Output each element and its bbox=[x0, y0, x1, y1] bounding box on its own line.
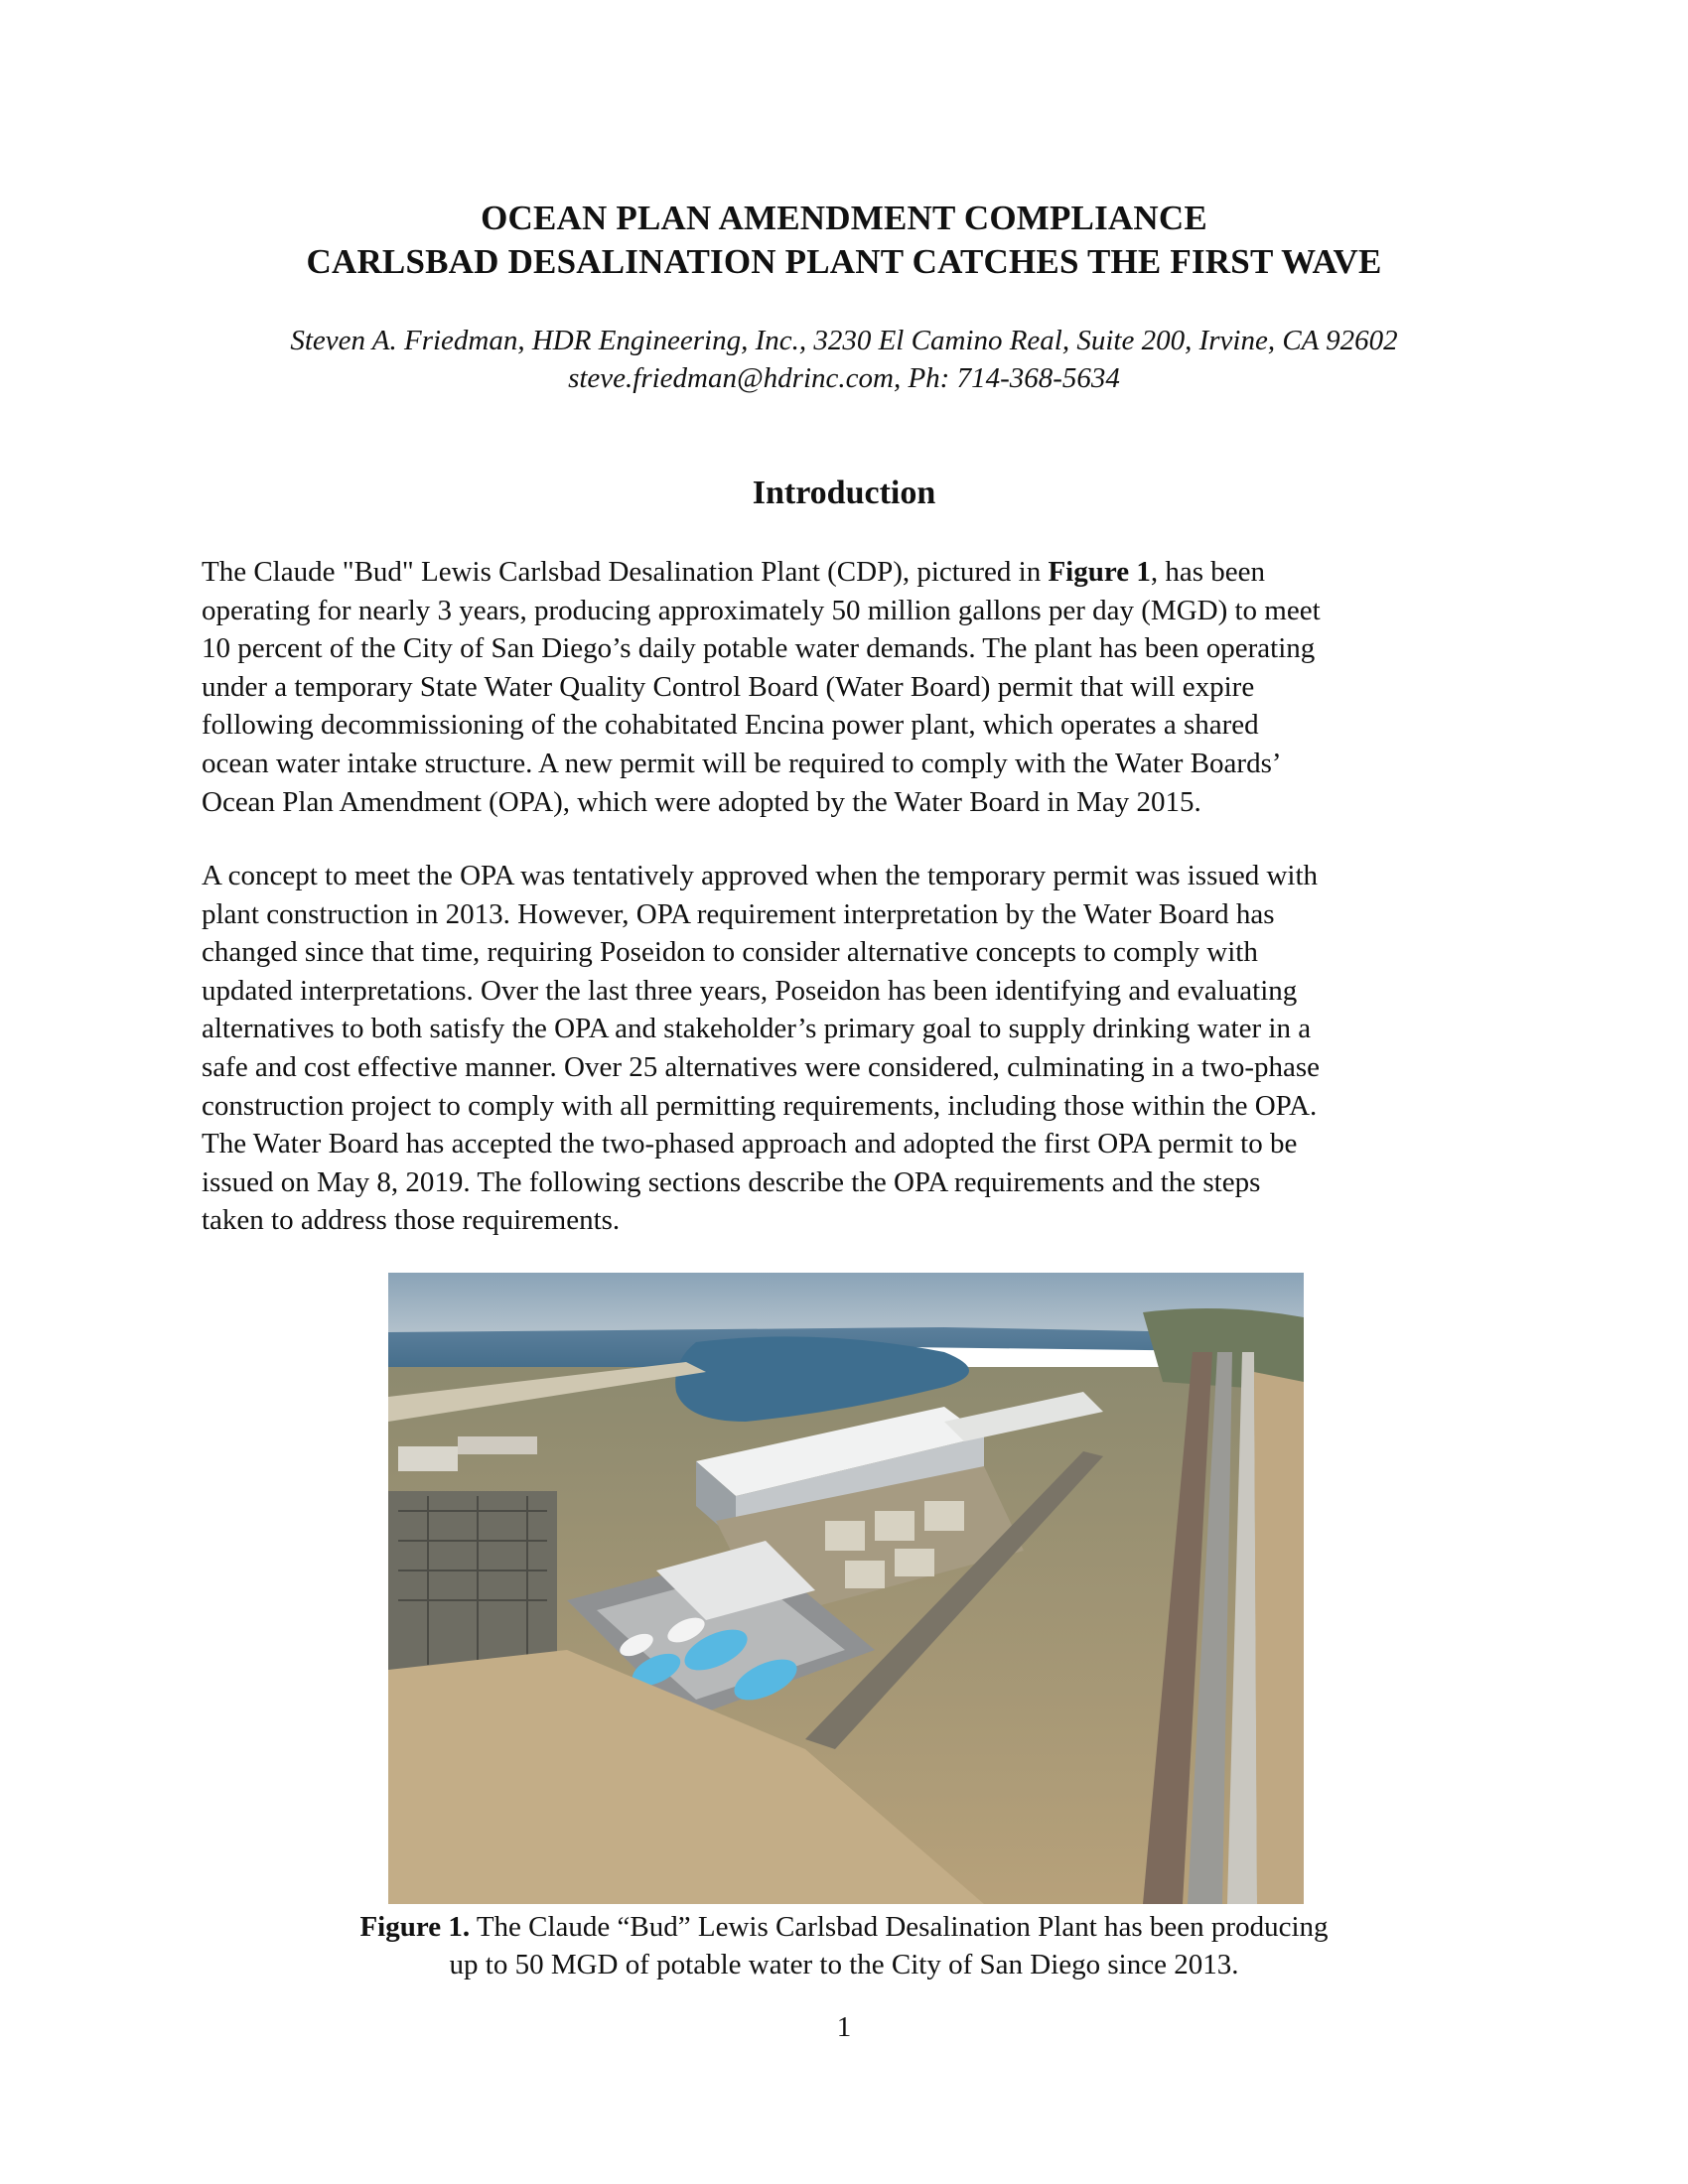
paragraph-line: issued on May 8, 2019. The following sections describe the OPA requirements and the steps bbox=[202, 1165, 1261, 1198]
figure-label: Figure 1. bbox=[359, 1911, 471, 1943]
paragraph-line: The Water Board has accepted the two-phased approach and adopted the first OPA permit to be bbox=[202, 1128, 1298, 1160]
paragraph-line: alternatives to both satisfy the OPA and stakeholder’s primary goal to supply drinking water in a bbox=[202, 1013, 1312, 1045]
paragraph-line: Ocean Plan Amendment (OPA), which were adopted by the Water Board in May 2015. bbox=[202, 785, 1201, 818]
paragraph-line: 10 percent of the City of San Diego’s daily potable water demands. The plant has been operating bbox=[202, 632, 1316, 665]
paragraph-line: following decommissioning of the cohabitated Encina power plant, which operates a shared bbox=[202, 709, 1259, 742]
paragraph-line: changed since that time, requiring Poseidon to consider alternative concepts to comply with bbox=[202, 936, 1258, 969]
paragraph-line: operating for nearly 3 years, producing approximately 50 million gallons per day (MGD) to meet bbox=[202, 594, 1321, 626]
paragraph-line: under a temporary State Water Quality Control Board (Water Board) permit that will expire bbox=[202, 670, 1255, 703]
paragraph-line: taken to address those requirements. bbox=[202, 1204, 621, 1237]
aerial-photo-illustration bbox=[388, 1273, 1304, 1904]
power-plant-yard bbox=[388, 1491, 557, 1670]
title-line-1: OCEAN PLAN AMENDMENT COMPLIANCE bbox=[481, 199, 1207, 237]
paragraph-2 bbox=[202, 857, 1492, 1240]
figure-reference: Figure 1 bbox=[1048, 556, 1151, 588]
caption-line-1: Figure 1. The Claude “Bud” Lewis Carlsbad Desalination Plant has been producing bbox=[359, 1911, 1329, 1943]
author-affiliation: Steven A. Friedman, HDR Engineering, Inc., 3230 El Camino Real, Suite 200, Irvine, CA 92602 bbox=[290, 325, 1398, 356]
paragraph-line: plant construction in 2013. However, OPA requirement interpretation by the Water Board has bbox=[202, 897, 1275, 930]
author-contact: steve.friedman@hdrinc.com, Ph: 714-368-5634 bbox=[568, 362, 1120, 394]
paragraph-line: ocean water intake structure. A new permit will be required to comply with the Water Boards’ bbox=[202, 747, 1282, 779]
sand-field bbox=[1254, 1372, 1304, 1904]
title-line-2: CARLSBAD DESALINATION PLANT CATCHES THE FIRST WAVE bbox=[306, 242, 1382, 281]
paragraph-line: A concept to meet the OPA was tentatively approved when the temporary permit was issued with bbox=[202, 860, 1319, 891]
page-number: 1 bbox=[836, 2011, 852, 2043]
figure-1-aerial-photo bbox=[388, 1273, 1304, 1904]
paragraph-line: safe and cost effective manner. Over 25 alternatives were considered, culminating in a two-phase bbox=[202, 1050, 1321, 1083]
figure-caption bbox=[0, 1908, 1688, 1983]
caption-line-2: up to 50 MGD of potable water to the City of San Diego since 2013. bbox=[449, 1949, 1239, 1980]
paragraph-1-line-1: The Claude "Bud" Lewis Carlsbad Desalination Plant (CDP), pictured in Figure 1, has been bbox=[202, 556, 1265, 588]
paragraph-1 bbox=[202, 553, 1492, 821]
paragraph-line: construction project to comply with all permitting requirements, including those within the OPA. bbox=[202, 1089, 1318, 1122]
small-building bbox=[458, 1436, 537, 1454]
section-heading-introduction: Introduction bbox=[752, 475, 936, 511]
paragraph-line: updated interpretations. Over the last three years, Poseidon has been identifying and evaluating bbox=[202, 974, 1298, 1007]
small-building bbox=[398, 1446, 458, 1471]
